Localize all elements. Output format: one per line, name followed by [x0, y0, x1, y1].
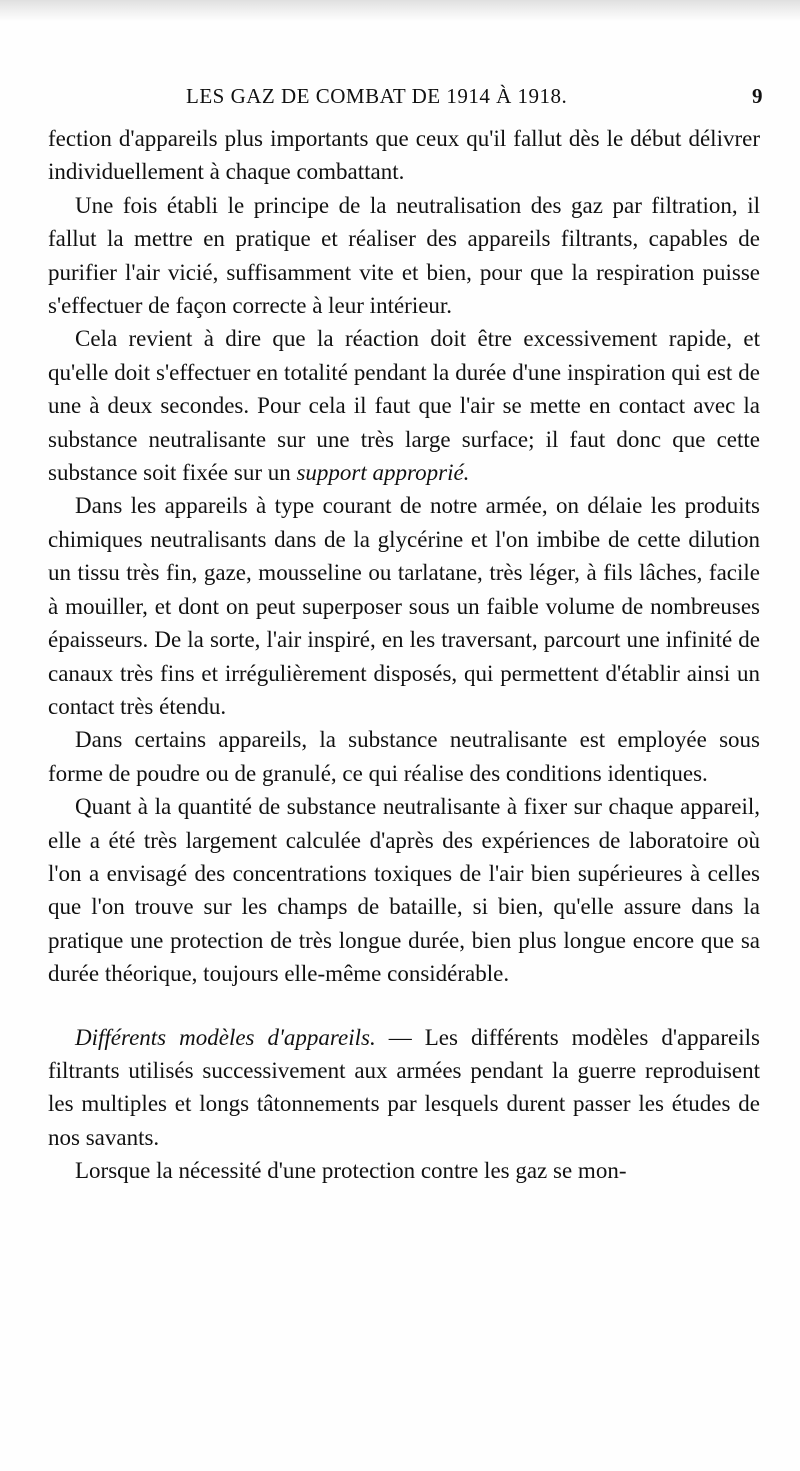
running-head: [48, 84, 763, 118]
paragraph-quantite: Quant à la quantité de substance neutralisante à fixer sur chaque appareil, elle a été très largement calculée d'après des expériences de laboratoire où l'on a envisagé des concentrations toxiques de l'air bien supérieures à celles que l'on trouve sur les champs de bataille, si bien, qu'elle assure dans la pratique une protection de très longue durée, bien plus longue encore que sa durée théorique, toujours elle-même considérable.: [48, 794, 760, 987]
emphasis-support: support approprié.: [296, 460, 470, 486]
paragraph-poudre-granule: Dans certains appareils, la substance neutralisante est employée sous forme de poudre ou de granulé, ce qui réalise des conditions identiques.: [48, 727, 760, 786]
paragraph-modeles: [48, 1021, 760, 1155]
running-title: LES GAZ DE COMBAT DE 1914 À 1918.: [186, 84, 568, 108]
paragraph-reaction: [48, 322, 760, 489]
body-text: [48, 122, 760, 1188]
page-number: 9: [752, 84, 763, 108]
paragraph-reaction-text: Cela revient à dire que la réaction doit être excessivement rapide, et qu'elle doit s'effectuer en totalité pendant la durée d'une inspiration qui est de une à deux secondes. Pour cela il faut que l'air se mette en contact avec la substance neutralisante sur une très large surface; il faut donc que cette substance soit fixée sur un: [48, 326, 760, 486]
paragraph-appareils-type-courant: Dans les appareils à type courant de notre armée, on délaie les produits chimiques neutralisants dans de la glycérine et l'on imbibe de cette dilution un tissu très fin, gaze, mousseline ou tarlatane, très léger, à fils lâches, facile à mouiller, et dont on peut superposer sous un faible volume de nombreuses épaisseurs. De la sorte, l'air inspiré, en les traversant, parcourt une infinité de canaux très fins et irrégulièrement disposés, qui permettent d'établir ainsi un contact très étendu.: [48, 493, 760, 719]
paragraph-modeles-text: — Les différents modèles d'appareils filtrants utilisés successivement aux armées pendant la guerre reproduisent les multiples et longs tâtonnements par lesquels durent passer les études de nos savants.: [48, 1024, 760, 1150]
paragraph-continuation: fection d'appareils plus importants que ceux qu'il fallut dès le début délivrer individuellement à chaque combattant.: [48, 126, 760, 185]
paragraph-necessite: Lorsque la nécessité d'une protection contre les gaz se mon-: [75, 1158, 627, 1184]
section-title: Différents modèles d'appareils.: [75, 1024, 376, 1050]
paragraph-filtration: Une fois établi le principe de la neutralisation des gaz par filtration, il fallut la mettre en pratique et réaliser des appareils filtrants, capables de purifier l'air vicié, suffisamment vite et bien, pour que la respiration puisse s'effectuer de façon correcte à leur intérieur.: [48, 192, 760, 319]
page-top-edge: [0, 0, 800, 22]
